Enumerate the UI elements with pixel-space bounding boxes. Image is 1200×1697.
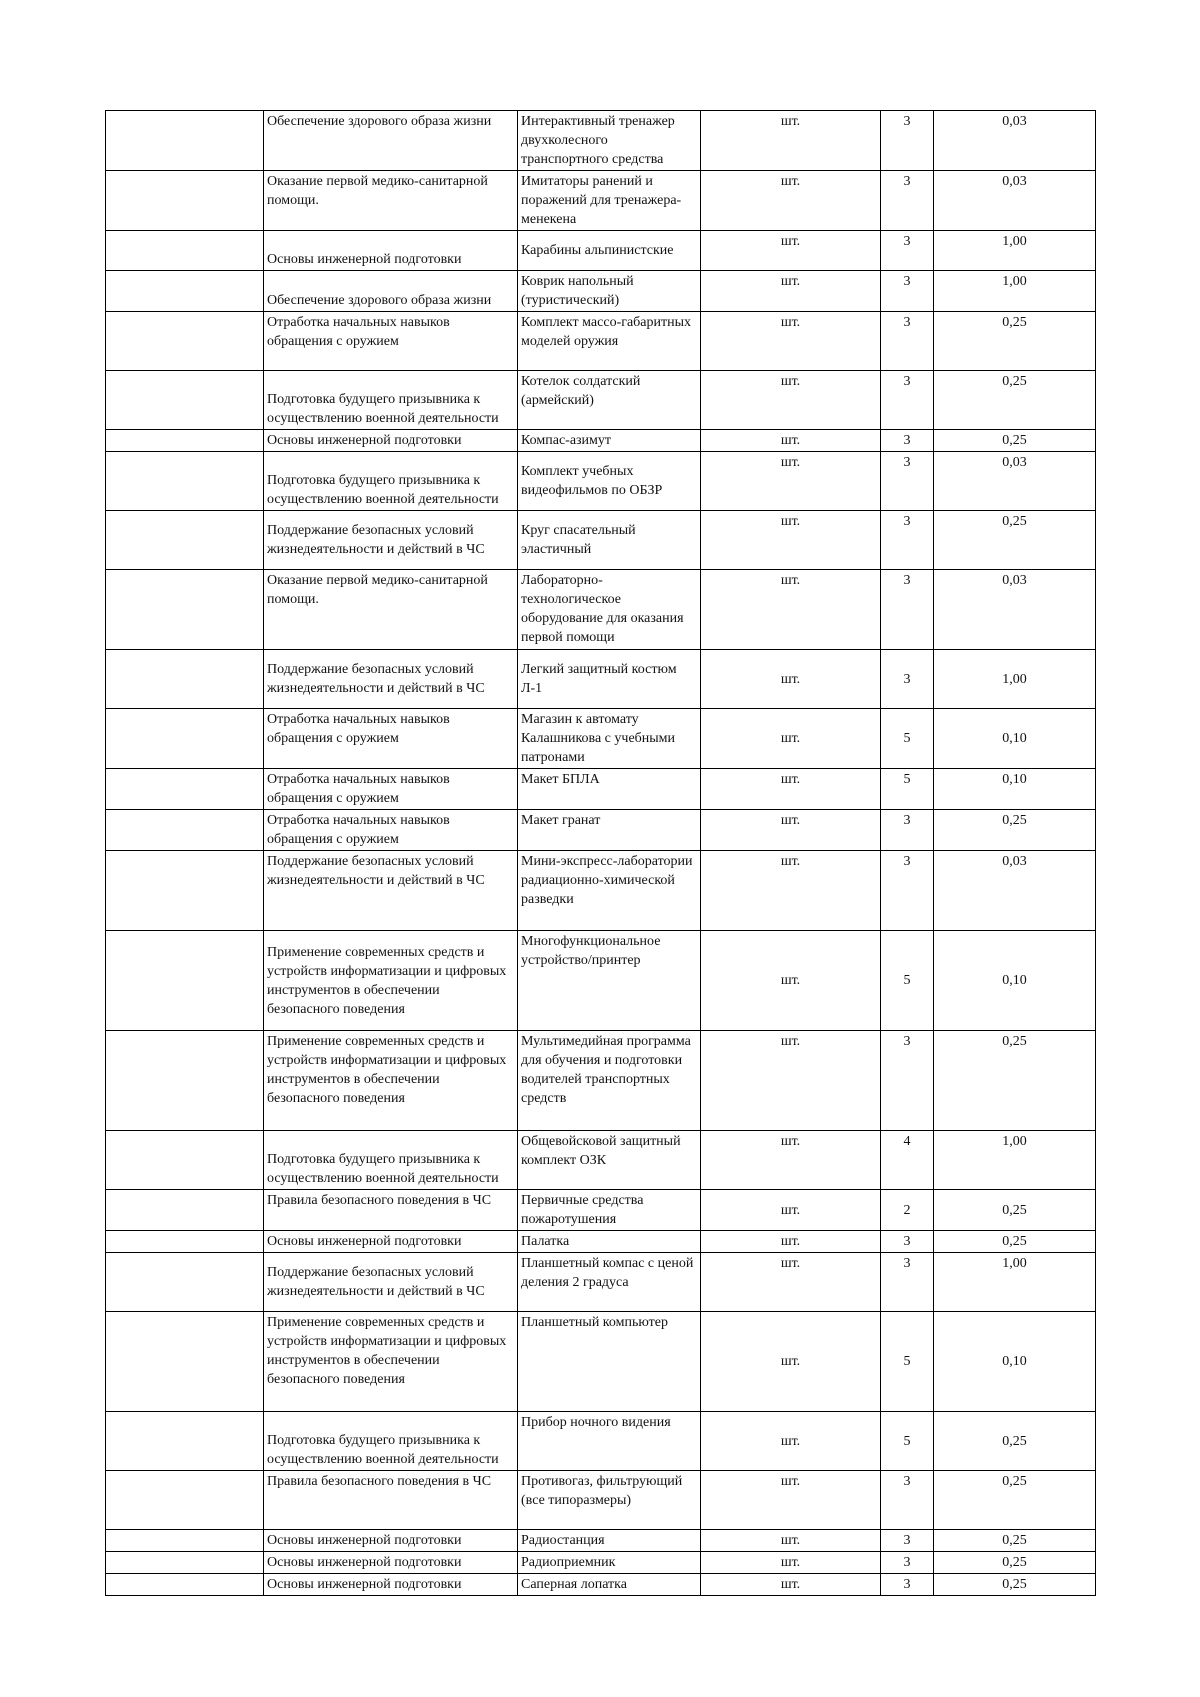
- qty-cell: 3: [881, 231, 934, 271]
- coef-cell: 0,25: [934, 1574, 1096, 1596]
- item-cell: Круг спасательный эластичный: [518, 511, 701, 570]
- table-row: [106, 769, 1096, 810]
- empty-cell: [106, 171, 264, 231]
- coef-cell: 0,25: [934, 1530, 1096, 1552]
- item-cell: Мини-экспресс-лаборатории радиационно-химической разведки: [518, 851, 701, 931]
- empty-cell: [106, 511, 264, 570]
- section-cell: Подготовка будущего призывника к осуществлению военной деятельности: [264, 452, 518, 511]
- empty-cell: [106, 1412, 264, 1471]
- coef-cell: 1,00: [934, 1253, 1096, 1312]
- table-row: [106, 810, 1096, 851]
- empty-cell: [106, 1471, 264, 1530]
- unit-cell: шт.: [701, 1253, 881, 1312]
- unit-cell: шт.: [701, 1530, 881, 1552]
- qty-cell: 3: [881, 1530, 934, 1552]
- unit-cell: шт.: [701, 1131, 881, 1190]
- coef-cell: 0,10: [934, 709, 1096, 769]
- table-row: [106, 1412, 1096, 1471]
- section-cell: Подготовка будущего призывника к осуществлению военной деятельности: [264, 1412, 518, 1471]
- qty-cell: 3: [881, 1031, 934, 1131]
- empty-cell: [106, 312, 264, 371]
- coef-cell: 0,25: [934, 1552, 1096, 1574]
- coef-cell: 0,03: [934, 570, 1096, 650]
- coef-cell: 1,00: [934, 1131, 1096, 1190]
- section-cell: Оказание первой медико-санитарной помощи.: [264, 570, 518, 650]
- coef-cell: 0,25: [934, 430, 1096, 452]
- item-cell: Планшетный компьютер: [518, 1312, 701, 1412]
- empty-cell: [106, 452, 264, 511]
- unit-cell: шт.: [701, 371, 881, 430]
- item-cell: Компас-азимут: [518, 430, 701, 452]
- unit-cell: шт.: [701, 1031, 881, 1131]
- section-cell: Обеспечение здорового образа жизни: [264, 111, 518, 171]
- coef-cell: 0,25: [934, 810, 1096, 851]
- qty-cell: 3: [881, 430, 934, 452]
- table-row: [106, 1471, 1096, 1530]
- unit-cell: шт.: [701, 1312, 881, 1412]
- table-row: [106, 1253, 1096, 1312]
- item-cell: Макет гранат: [518, 810, 701, 851]
- item-cell: Карабины альпинистские: [518, 231, 701, 271]
- table-row: [106, 1552, 1096, 1574]
- section-cell: Поддержание безопасных условий жизнедеятельности и действий в ЧС: [264, 511, 518, 570]
- section-cell: Подготовка будущего призывника к осуществлению военной деятельности: [264, 1131, 518, 1190]
- item-cell: Магазин к автомату Калашникова с учебными патронами: [518, 709, 701, 769]
- item-cell: Первичные средства пожаротушения: [518, 1190, 701, 1231]
- qty-cell: 3: [881, 810, 934, 851]
- coef-cell: 1,00: [934, 231, 1096, 271]
- item-cell: Общевойсковой защитный комплект ОЗК: [518, 1131, 701, 1190]
- empty-cell: [106, 111, 264, 171]
- section-cell: Основы инженерной подготовки: [264, 1574, 518, 1596]
- table-row: [106, 1530, 1096, 1552]
- item-cell: Противогаз, фильтрующий (все типоразмеры): [518, 1471, 701, 1530]
- qty-cell: 3: [881, 1552, 934, 1574]
- unit-cell: шт.: [701, 171, 881, 231]
- section-cell: Основы инженерной подготовки: [264, 430, 518, 452]
- item-cell: Прибор ночного видения: [518, 1412, 701, 1471]
- item-cell: Макет БПЛА: [518, 769, 701, 810]
- coef-cell: 1,00: [934, 271, 1096, 312]
- qty-cell: 3: [881, 312, 934, 371]
- unit-cell: шт.: [701, 1231, 881, 1253]
- unit-cell: шт.: [701, 1412, 881, 1471]
- coef-cell: 0,03: [934, 111, 1096, 171]
- empty-cell: [106, 810, 264, 851]
- item-cell: Легкий защитный костюм Л-1: [518, 650, 701, 709]
- item-cell: Коврик напольный (туристический): [518, 271, 701, 312]
- qty-cell: 3: [881, 452, 934, 511]
- table-row: [106, 570, 1096, 650]
- qty-cell: 3: [881, 851, 934, 931]
- qty-cell: 5: [881, 931, 934, 1031]
- table-row: [106, 931, 1096, 1031]
- qty-cell: 3: [881, 1253, 934, 1312]
- section-cell: Правила безопасного поведения в ЧС: [264, 1471, 518, 1530]
- coef-cell: 0,25: [934, 1412, 1096, 1471]
- qty-cell: 3: [881, 371, 934, 430]
- section-cell: Основы инженерной подготовки: [264, 1231, 518, 1253]
- empty-cell: [106, 1552, 264, 1574]
- table-row: [106, 851, 1096, 931]
- table-row: [106, 650, 1096, 709]
- coef-cell: 0,10: [934, 931, 1096, 1031]
- section-cell: Применение современных средств и устройств информатизации и цифровых инструментов в обеспечении безопасного поведения: [264, 931, 518, 1031]
- section-cell: Поддержание безопасных условий жизнедеятельности и действий в ЧС: [264, 851, 518, 931]
- item-cell: Лабораторно-технологическое оборудование для оказания первой помощи: [518, 570, 701, 650]
- empty-cell: [106, 769, 264, 810]
- unit-cell: шт.: [701, 452, 881, 511]
- section-cell: Применение современных средств и устройств информатизации и цифровых инструментов в обеспечении безопасного поведения: [264, 1312, 518, 1412]
- unit-cell: шт.: [701, 570, 881, 650]
- section-cell: Оказание первой медико-санитарной помощи.: [264, 171, 518, 231]
- empty-cell: [106, 1231, 264, 1253]
- coef-cell: 1,00: [934, 650, 1096, 709]
- qty-cell: 3: [881, 511, 934, 570]
- equipment-table: [105, 110, 1096, 1596]
- item-cell: Котелок солдатский (армейский): [518, 371, 701, 430]
- coef-cell: 0,25: [934, 511, 1096, 570]
- qty-cell: 5: [881, 1412, 934, 1471]
- section-cell: Поддержание безопасных условий жизнедеятельности и действий в ЧС: [264, 1253, 518, 1312]
- table-row: [106, 371, 1096, 430]
- item-cell: Интерактивный тренажер двухколесного транспортного средства: [518, 111, 701, 171]
- table-row: [106, 511, 1096, 570]
- section-cell: Отработка начальных навыков обращения с оружием: [264, 810, 518, 851]
- section-cell: Отработка начальных навыков обращения с оружием: [264, 709, 518, 769]
- empty-cell: [106, 1574, 264, 1596]
- table-row: [106, 709, 1096, 769]
- unit-cell: шт.: [701, 1190, 881, 1231]
- table-row: [106, 171, 1096, 231]
- table-row: [106, 231, 1096, 271]
- unit-cell: шт.: [701, 709, 881, 769]
- table-row: [106, 1231, 1096, 1253]
- unit-cell: шт.: [701, 430, 881, 452]
- unit-cell: шт.: [701, 851, 881, 931]
- empty-cell: [106, 1312, 264, 1412]
- empty-cell: [106, 430, 264, 452]
- qty-cell: 3: [881, 570, 934, 650]
- unit-cell: шт.: [701, 1552, 881, 1574]
- empty-cell: [106, 851, 264, 931]
- empty-cell: [106, 371, 264, 430]
- coef-cell: 0,03: [934, 452, 1096, 511]
- unit-cell: шт.: [701, 931, 881, 1031]
- empty-cell: [106, 231, 264, 271]
- section-cell: Обеспечение здорового образа жизни: [264, 271, 518, 312]
- qty-cell: 5: [881, 709, 934, 769]
- coef-cell: 0,10: [934, 769, 1096, 810]
- coef-cell: 0,25: [934, 312, 1096, 371]
- coef-cell: 0,25: [934, 1190, 1096, 1231]
- item-cell: Многофункциональное устройство/принтер: [518, 931, 701, 1031]
- unit-cell: шт.: [701, 1574, 881, 1596]
- section-cell: Применение современных средств и устройств информатизации и цифровых инструментов в обеспечении безопасного поведения: [264, 1031, 518, 1131]
- qty-cell: 4: [881, 1131, 934, 1190]
- section-cell: Правила безопасного поведения в ЧС: [264, 1190, 518, 1231]
- empty-cell: [106, 1253, 264, 1312]
- table-row: [106, 430, 1096, 452]
- unit-cell: шт.: [701, 650, 881, 709]
- item-cell: Радиоприемник: [518, 1552, 701, 1574]
- section-cell: Отработка начальных навыков обращения с оружием: [264, 312, 518, 371]
- coef-cell: 0,25: [934, 1231, 1096, 1253]
- qty-cell: 3: [881, 111, 934, 171]
- qty-cell: 5: [881, 1312, 934, 1412]
- item-cell: Комплект массо-габаритных моделей оружия: [518, 312, 701, 371]
- item-cell: Палатка: [518, 1231, 701, 1253]
- section-cell: Основы инженерной подготовки: [264, 1552, 518, 1574]
- table-row: [106, 312, 1096, 371]
- item-cell: Саперная лопатка: [518, 1574, 701, 1596]
- unit-cell: шт.: [701, 810, 881, 851]
- unit-cell: шт.: [701, 511, 881, 570]
- table-row: [106, 1131, 1096, 1190]
- empty-cell: [106, 709, 264, 769]
- table-row: [106, 271, 1096, 312]
- empty-cell: [106, 570, 264, 650]
- section-cell: Отработка начальных навыков обращения с оружием: [264, 769, 518, 810]
- empty-cell: [106, 1190, 264, 1231]
- section-cell: Поддержание безопасных условий жизнедеятельности и действий в ЧС: [264, 650, 518, 709]
- unit-cell: шт.: [701, 111, 881, 171]
- item-cell: Имитаторы ранений и поражений для тренажера-менекена: [518, 171, 701, 231]
- qty-cell: 5: [881, 769, 934, 810]
- empty-cell: [106, 650, 264, 709]
- coef-cell: 0,25: [934, 371, 1096, 430]
- section-cell: Основы инженерной подготовки: [264, 231, 518, 271]
- qty-cell: 3: [881, 271, 934, 312]
- table-row: [106, 1312, 1096, 1412]
- unit-cell: шт.: [701, 1471, 881, 1530]
- item-cell: Мультимедийная программа для обучения и подготовки водителей транспортных средств: [518, 1031, 701, 1131]
- qty-cell: 3: [881, 650, 934, 709]
- empty-cell: [106, 931, 264, 1031]
- table-row: [106, 1031, 1096, 1131]
- item-cell: Комплект учебных видеофильмов по ОБЗР: [518, 452, 701, 511]
- table-row: [106, 1190, 1096, 1231]
- qty-cell: 3: [881, 1471, 934, 1530]
- coef-cell: 0,25: [934, 1471, 1096, 1530]
- table-row: [106, 111, 1096, 171]
- unit-cell: шт.: [701, 271, 881, 312]
- qty-cell: 2: [881, 1190, 934, 1231]
- empty-cell: [106, 1031, 264, 1131]
- qty-cell: 3: [881, 1574, 934, 1596]
- coef-cell: 0,10: [934, 1312, 1096, 1412]
- item-cell: Планшетный компас с ценой деления 2 градуса: [518, 1253, 701, 1312]
- unit-cell: шт.: [701, 312, 881, 371]
- table-row: [106, 1574, 1096, 1596]
- section-cell: Основы инженерной подготовки: [264, 1530, 518, 1552]
- table-row: [106, 452, 1096, 511]
- unit-cell: шт.: [701, 769, 881, 810]
- empty-cell: [106, 271, 264, 312]
- section-cell: Подготовка будущего призывника к осуществлению военной деятельности: [264, 371, 518, 430]
- unit-cell: шт.: [701, 231, 881, 271]
- item-cell: Радиостанция: [518, 1530, 701, 1552]
- empty-cell: [106, 1530, 264, 1552]
- qty-cell: 3: [881, 171, 934, 231]
- empty-cell: [106, 1131, 264, 1190]
- coef-cell: 0,03: [934, 851, 1096, 931]
- coef-cell: 0,03: [934, 171, 1096, 231]
- coef-cell: 0,25: [934, 1031, 1096, 1131]
- qty-cell: 3: [881, 1231, 934, 1253]
